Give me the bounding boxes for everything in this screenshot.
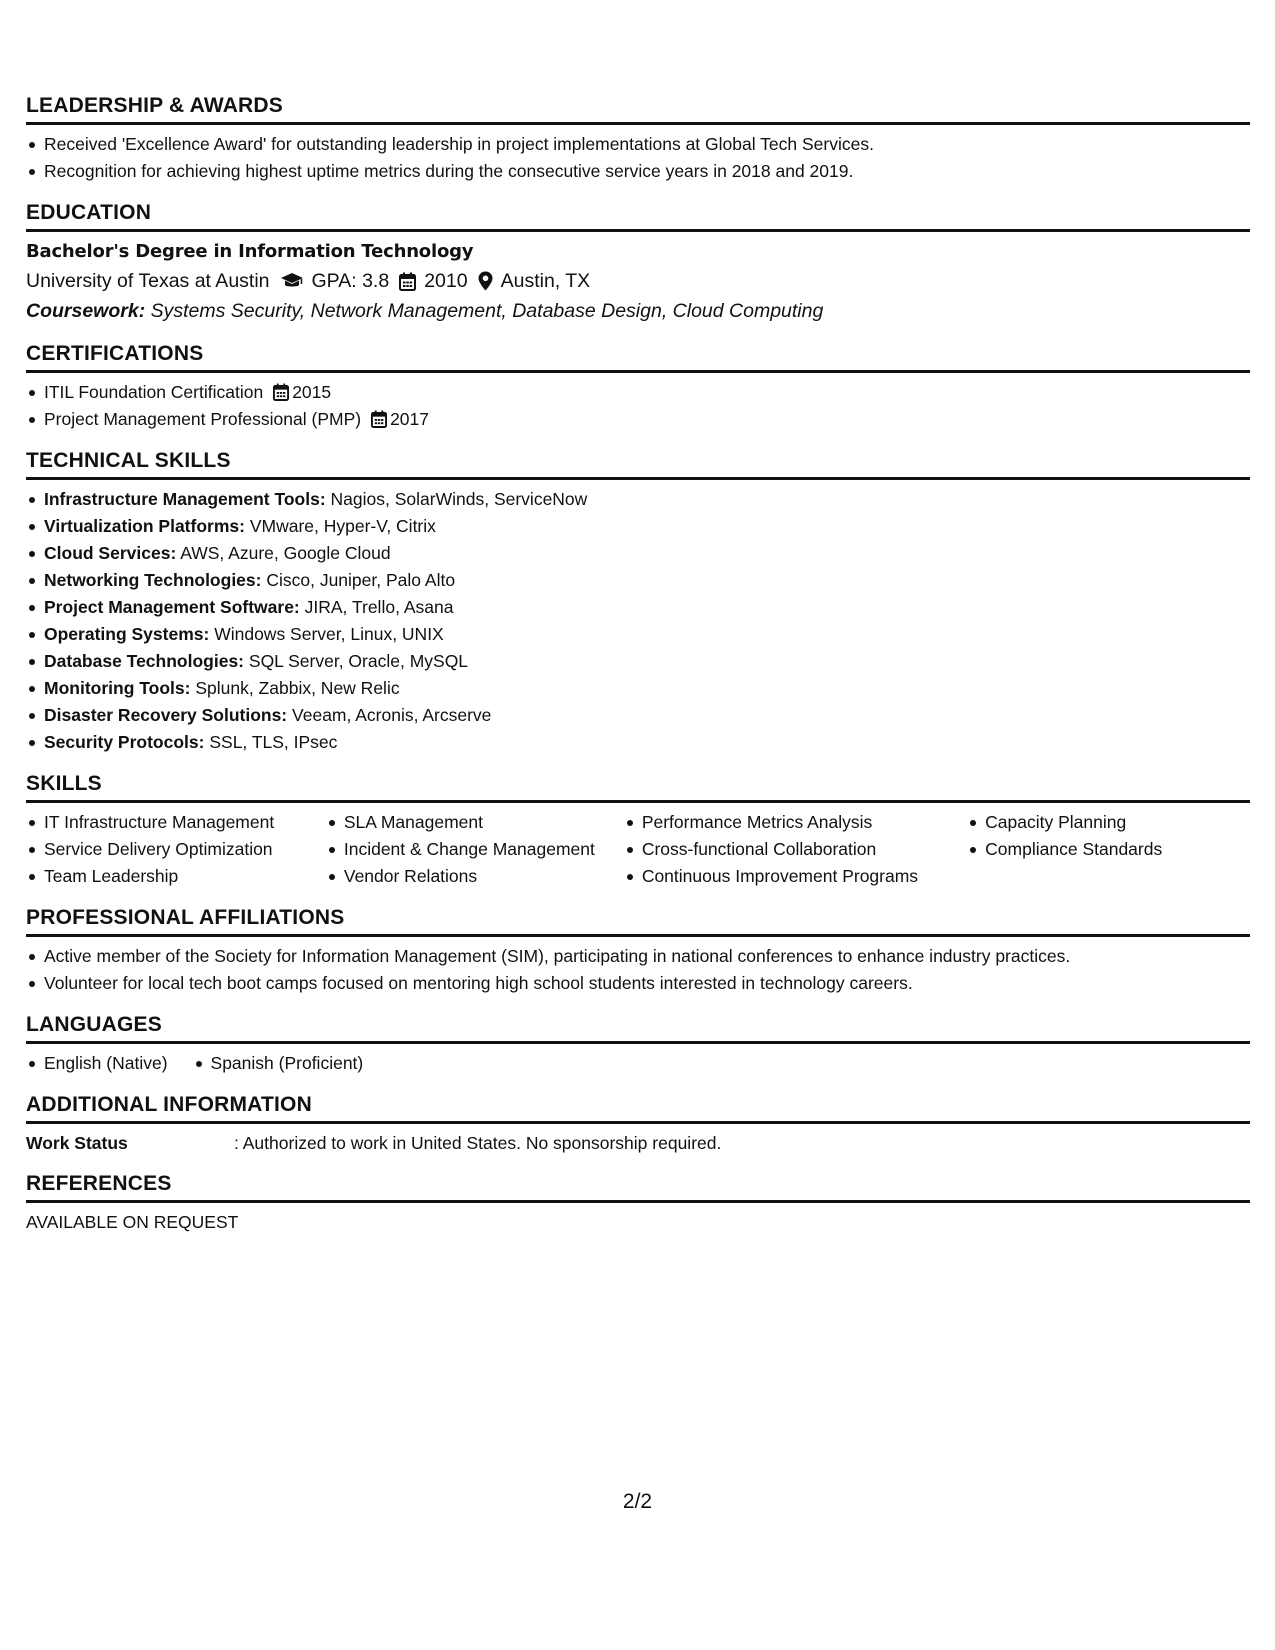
list-item (44, 729, 1250, 756)
certification-name: ITIL Foundation Certification (44, 382, 264, 402)
map-pin-icon (478, 271, 493, 291)
skill-value: Cisco, Juniper, Palo Alto (266, 570, 456, 590)
languages-section (26, 1013, 1250, 1077)
graduation-cap-icon (280, 272, 304, 290)
affiliations-list (26, 943, 1250, 997)
school-name: University of Texas at Austin (26, 270, 270, 292)
list-item (44, 675, 1250, 702)
list-item (44, 702, 1250, 729)
coursework-list: Systems Security, Network Management, Database Design, Cloud Computing (150, 300, 824, 322)
work-status-label: Work Status (26, 1133, 128, 1153)
list-item: Service Delivery Optimization (44, 836, 326, 863)
skills-column (326, 809, 624, 890)
list-item (44, 567, 1250, 594)
skill-label: Cloud Services: (44, 543, 177, 563)
skill-value: JIRA, Trello, Asana (304, 597, 454, 617)
additional-info-section (26, 1093, 1250, 1156)
languages-list (26, 1050, 168, 1077)
skill-label: Security Protocols: (44, 732, 205, 752)
list-item: Capacity Planning (985, 809, 1250, 836)
list-item: Received 'Excellence Award' for outstanding leadership in project implementations at Global Tech Services. (44, 131, 1250, 158)
education-section (26, 201, 1250, 326)
coursework-label: Coursework: (26, 300, 146, 322)
languages-row (26, 1050, 1250, 1077)
technical-skills-section (26, 449, 1250, 756)
coursework (26, 296, 1250, 326)
section-title: LEADERSHIP & AWARDS (26, 94, 1250, 125)
certification-name: Project Management Professional (PMP) (44, 409, 362, 429)
list-item (44, 379, 1250, 406)
list-item: Team Leadership (44, 863, 326, 890)
skill-label: Project Management Software: (44, 597, 300, 617)
certification-year: 2015 (292, 382, 332, 402)
technical-skills-list (26, 486, 1250, 756)
skill-label: Operating Systems: (44, 624, 210, 644)
education-details (26, 266, 1250, 296)
skill-value: AWS, Azure, Google Cloud (180, 543, 391, 563)
list-item: Continuous Improvement Programs (642, 863, 967, 890)
degree-title: Bachelor's Degree in Information Technology (26, 241, 474, 262)
list-item: Spanish (Proficient) (211, 1050, 364, 1077)
list-item (44, 648, 1250, 675)
leadership-section (26, 94, 1250, 185)
certification-year: 2017 (390, 409, 430, 429)
skill-label: Virtualization Platforms: (44, 516, 245, 536)
references-text: AVAILABLE ON REQUEST (26, 1212, 239, 1232)
work-status-value: : Authorized to work in United States. No sponsorship required. (234, 1133, 722, 1153)
list-item (44, 513, 1250, 540)
list-item: Volunteer for local tech boot camps focused on mentoring high school students interested in technology careers. (44, 970, 1250, 997)
skill-label: Monitoring Tools: (44, 678, 191, 698)
skills-section (26, 772, 1250, 890)
skills-column (967, 809, 1250, 890)
work-status-row (26, 1130, 1250, 1156)
section-title: PROFESSIONAL AFFILIATIONS (26, 906, 1250, 937)
list-item (44, 621, 1250, 648)
list-item: Incident & Change Management (344, 836, 624, 863)
calendar-icon (371, 410, 387, 428)
graduation-year: 2010 (424, 270, 468, 292)
list-item: Recognition for achieving highest uptime metrics during the consecutive service years in 2018 and 2019. (44, 158, 1250, 185)
skill-value: Splunk, Zabbix, New Relic (195, 678, 400, 698)
section-title: TECHNICAL SKILLS (26, 449, 1250, 480)
list-item: IT Infrastructure Management (44, 809, 326, 836)
leadership-list (26, 131, 1250, 185)
references-section (26, 1172, 1250, 1235)
section-title: ADDITIONAL INFORMATION (26, 1093, 1250, 1124)
certifications-section (26, 342, 1250, 433)
section-title: SKILLS (26, 772, 1250, 803)
skill-value: VMware, Hyper-V, Citrix (249, 516, 436, 536)
skill-value: Veeam, Acronis, Arcserve (292, 705, 492, 725)
section-title: EDUCATION (26, 201, 1250, 232)
resume-page (26, 94, 1250, 1251)
list-item: Cross-functional Collaboration (642, 836, 967, 863)
section-title: REFERENCES (26, 1172, 1250, 1203)
skill-value: SQL Server, Oracle, MySQL (248, 651, 469, 671)
page-number: 2/2 (622, 1490, 653, 1513)
list-item (44, 406, 1250, 433)
list-item: SLA Management (344, 809, 624, 836)
skill-value: Nagios, SolarWinds, ServiceNow (330, 489, 588, 509)
skill-value: SSL, TLS, IPsec (209, 732, 338, 752)
list-item (44, 486, 1250, 513)
skill-label: Disaster Recovery Solutions: (44, 705, 288, 725)
section-title: LANGUAGES (26, 1013, 1250, 1044)
list-item: Compliance Standards (985, 836, 1250, 863)
skill-label: Networking Technologies: (44, 570, 262, 590)
calendar-icon (273, 383, 289, 401)
school-location: Austin, TX (500, 270, 591, 292)
skills-grid (26, 809, 1250, 890)
list-item (44, 540, 1250, 567)
skill-label: Database Technologies: (44, 651, 245, 671)
list-item (44, 594, 1250, 621)
languages-list (193, 1050, 364, 1077)
list-item: English (Native) (44, 1050, 168, 1077)
affiliations-section (26, 906, 1250, 997)
skills-column (26, 809, 326, 890)
gpa: GPA: 3.8 (311, 270, 390, 292)
skill-label: Infrastructure Management Tools: (44, 489, 326, 509)
calendar-icon (399, 272, 416, 291)
skills-column (624, 809, 967, 890)
list-item: Vendor Relations (344, 863, 624, 890)
section-title: CERTIFICATIONS (26, 342, 1250, 373)
list-item: Performance Metrics Analysis (642, 809, 967, 836)
certifications-list (26, 379, 1250, 433)
list-item: Active member of the Society for Information Management (SIM), participating in national conferences to enhance industry practices. (44, 943, 1250, 970)
skill-value: Windows Server, Linux, UNIX (214, 624, 444, 644)
